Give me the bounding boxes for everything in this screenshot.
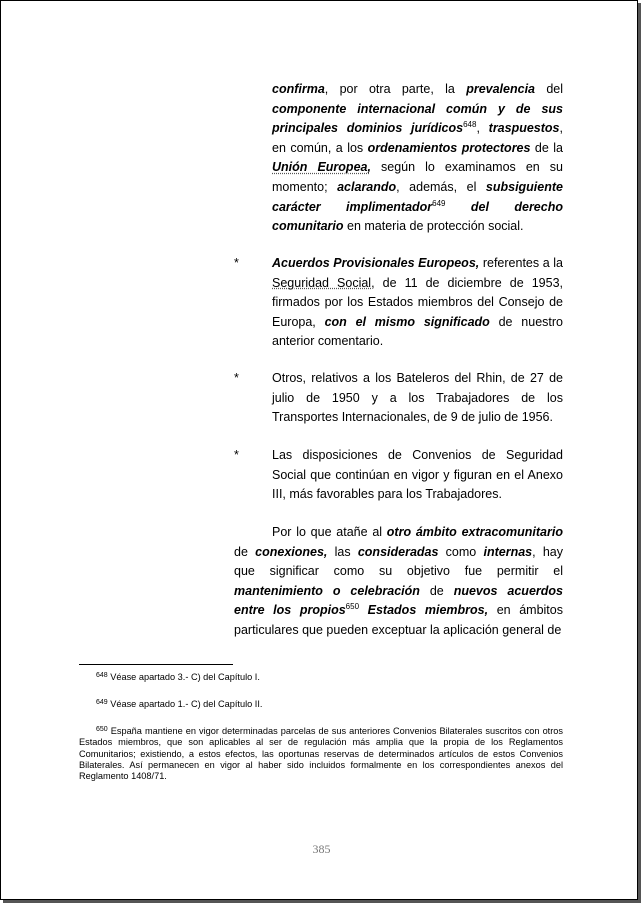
text-span: Por lo que atañe al bbox=[272, 525, 387, 539]
bullet-marker: * bbox=[234, 371, 239, 385]
text-span: de bbox=[234, 544, 256, 559]
text-span bbox=[446, 200, 471, 214]
text-span: componente internacional común y de sus principales dominios jurídicos bbox=[272, 101, 563, 136]
text-span: del derecho comunitario bbox=[272, 199, 563, 234]
text-span bbox=[359, 603, 368, 617]
text-span: conexiones, bbox=[255, 544, 328, 559]
footnote-ref-648[interactable]: 648 bbox=[463, 120, 477, 130]
text-span: mantenimiento o celebración bbox=[234, 583, 420, 598]
text-span: , por otra parte, la bbox=[324, 82, 467, 96]
text-span: Las disposiciones de Convenios de Seguridad Social que continúan en vigor y figuran en el Anexo III, más favorables para los Trabajadores. bbox=[272, 448, 563, 502]
paragraph-continuation bbox=[272, 80, 563, 237]
footnote-number: 649 bbox=[96, 699, 108, 706]
text-span: Acuerdos Provisionales Europeos, bbox=[272, 256, 480, 270]
text-span: como bbox=[438, 544, 484, 559]
text-span: Estados miembros, bbox=[367, 603, 489, 618]
text-span: nuevos acuerdos entre los propios bbox=[234, 583, 563, 618]
text-span: , además, el bbox=[396, 179, 486, 194]
text-span: , hay que significar como su objetivo fue permitir el bbox=[234, 544, 563, 579]
text-span: Otros, relativos a los Bateleros del Rhin, de 27 de julio de 1950 y a los Trabajadores de los Transportes Internacionales, de 9 de julio de 1956. bbox=[272, 371, 563, 425]
footnote-ref-650[interactable]: 650 bbox=[345, 602, 360, 612]
footnote-648 bbox=[79, 672, 563, 683]
bullet-item-disposiciones bbox=[272, 446, 563, 505]
text-span: , bbox=[476, 121, 489, 136]
footnote-text: Véase apartado 1.- C) del Capítulo II. bbox=[107, 699, 263, 709]
text-span: en ámbitos particulares que pueden exceptuar la aplicación general de bbox=[234, 603, 563, 637]
footnote-650 bbox=[79, 726, 563, 782]
text-span: traspuestos bbox=[488, 121, 560, 136]
text-span: , en común, a los bbox=[272, 121, 563, 155]
bullet-item-otros bbox=[272, 369, 563, 428]
footnote-ref-649[interactable]: 649 bbox=[432, 198, 446, 208]
text-span: consideradas bbox=[357, 544, 439, 559]
text-span: aclarando bbox=[337, 179, 397, 194]
footnote-649 bbox=[79, 699, 563, 710]
text-span: de bbox=[419, 583, 454, 598]
text-span: referentes a la bbox=[479, 256, 563, 270]
text-span-underlined: Unión Europea, bbox=[272, 160, 371, 175]
text-span: internas bbox=[483, 544, 533, 559]
footnote-number: 648 bbox=[96, 672, 108, 679]
footnote-text: España mantiene en vigor determinadas parcelas de sus anteriores Convenios Bilaterales suscritos con otros Estados miembros, que son aplicables al ser de regulación más amplia que la propia de los Reglamentos Comunitarios; existiendo, a estos efectos, las oportunas reservas de determinados artículos de estos Convenios Bilaterales. Así permanecen en vigor al haber sido incluidos formalmente en los correspondientes anexos del Reglamento 1408/71. bbox=[79, 726, 563, 782]
text-span: ordenamientos protectores bbox=[367, 140, 531, 155]
text-span: de nuestro anterior comentario. bbox=[272, 314, 563, 349]
text-span: en materia de protección social. bbox=[343, 219, 524, 234]
text-span: del bbox=[535, 82, 564, 96]
text-span: prevalencia bbox=[466, 82, 535, 96]
text-span: otro ámbito extracomunitario bbox=[386, 525, 563, 539]
text-span: subsiguiente carácter implimentador bbox=[272, 179, 563, 214]
text-span: con el mismo significado bbox=[324, 314, 490, 329]
page-number: 385 bbox=[312, 842, 331, 856]
paragraph-extracomunitario bbox=[234, 523, 563, 641]
footnote-separator bbox=[79, 664, 233, 665]
text-span: según lo examinamos en su momento; bbox=[272, 160, 563, 194]
text-span-underlined: Seguridad Social bbox=[272, 275, 372, 290]
text-span: de la bbox=[530, 140, 564, 155]
bullet-item-acuerdos bbox=[272, 254, 563, 352]
text-span: las bbox=[327, 544, 358, 559]
footnote-text: Véase apartado 3.- C) del Capítulo I. bbox=[107, 672, 260, 682]
bullet-marker: * bbox=[234, 256, 239, 270]
footnote-number: 650 bbox=[96, 726, 108, 733]
text-span: , de 11 de diciembre de 1953, firmados por los Estados miembros del Consejo de Europa, bbox=[272, 275, 564, 329]
bullet-marker: * bbox=[234, 448, 239, 462]
text-span: confirma bbox=[272, 82, 325, 96]
